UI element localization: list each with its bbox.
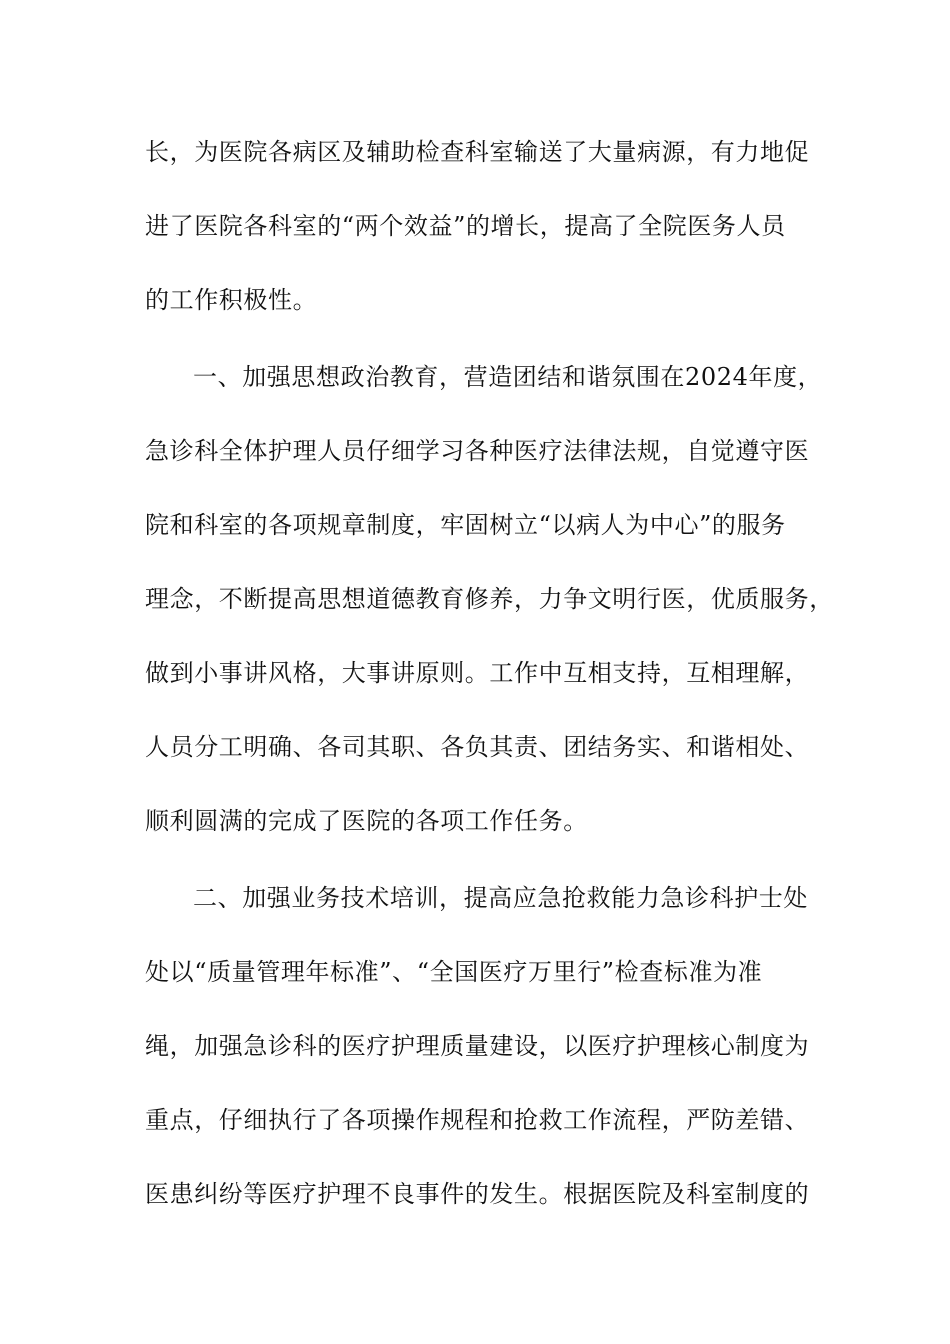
text-line: 急诊科全体护理人员仔细学习各种医疗法律法规，自觉遵守医 xyxy=(145,437,810,465)
text-line: 顺利圆满的完成了医院的各项工作任务。 xyxy=(145,807,588,835)
text-line: 理念，不断提高思想道德教育修养，力争文明行医，优质服务， xyxy=(145,585,834,613)
text-line: 绳，加强急诊科的医疗护理质量建设，以医疗护理核心制度为 xyxy=(145,1032,810,1060)
paragraph-first-line: 二、加强业务技术培训，提高应急抢救能力急诊科护士处 xyxy=(193,884,808,912)
text-line: 进了医院各科室的“两个效益”的增长，提高了全院医务人员 xyxy=(145,212,786,240)
text-line: 处以“质量管理年标准”、“全国医疗万里行”检查标准为准 xyxy=(145,958,763,986)
text-line: 医患纠纷等医疗护理不良事件的发生。根据医院及科室制度的 xyxy=(145,1180,810,1208)
text-line: 重点，仔细执行了各项操作规程和抢救工作流程，严防差错、 xyxy=(145,1106,810,1134)
text-line: 院和科室的各项规章制度，牢固树立“以病人为中心”的服务 xyxy=(145,511,786,539)
text-line: 长，为医院各病区及辅助检查科室输送了大量病源，有力地促 xyxy=(145,138,810,166)
text-line: 做到小事讲风格，大事讲原则。工作中互相支持，互相理解， xyxy=(145,659,810,687)
paragraph-first-line: 一、加强思想政治教育，营造团结和谐氛围在2024年度， xyxy=(193,363,823,391)
text-line: 人员分工明确、各司其职、各负其责、团结务实、和谐相处、 xyxy=(145,733,810,761)
text-line: 的工作积极性。 xyxy=(145,286,318,314)
